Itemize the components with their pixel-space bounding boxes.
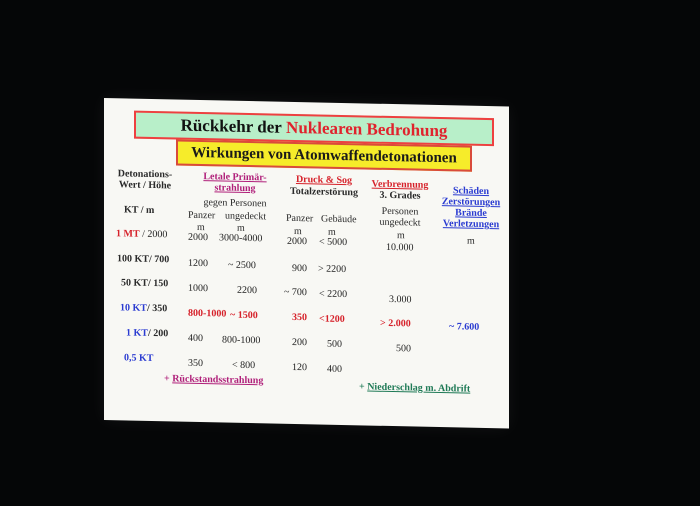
- header-druck-sub: Totalzerstörung: [290, 185, 358, 199]
- slide-subtitle: Wirkungen von Atomwaffendetonationen: [176, 140, 472, 172]
- footer-rueckstandsstrahlung: + Rückstandsstrahlung: [164, 373, 264, 387]
- unit-m-letale-ungedeckt: m: [237, 222, 245, 234]
- row-1kt-label: 1 KT/ 200: [126, 327, 169, 340]
- header-detonation: Detonations- Wert / Höhe: [117, 168, 173, 192]
- row-50kt-verbrennung: 3.000: [389, 293, 412, 306]
- row-1mt-label: 1 MT / 2000: [116, 228, 168, 241]
- row-10kt-label: 10 KT/ 350: [120, 302, 168, 315]
- row-1kt-letale-ungedeckt: 800-1000: [222, 334, 261, 347]
- row-1mt-verbrennung: 10.000: [386, 241, 414, 254]
- row-10kt-druck-gebaeude: <1200: [319, 313, 345, 326]
- row-1mt-letale-panzer: 2000: [188, 231, 208, 244]
- header-druck: Druck & Sog: [295, 174, 353, 187]
- row-50kt-label: 50 KT/ 150: [121, 277, 169, 290]
- row-100kt-druck-gebaeude: > 2200: [318, 263, 347, 276]
- row-1kt-druck-gebaeude: 500: [327, 338, 342, 350]
- row-50kt-letale-panzer: 1000: [188, 282, 208, 295]
- unit-m-letale-panzer: m: [197, 221, 205, 234]
- unit-m-verbrennung: m: [397, 230, 405, 242]
- row-05kt-letale-ungedeckt: < 800: [232, 359, 256, 372]
- unit-m-druck-panzer: m: [294, 225, 302, 238]
- row-50kt-druck-gebaeude: < 2200: [319, 288, 348, 301]
- unit-m-schaeden: m: [467, 235, 475, 247]
- row-1mt-druck-gebaeude: < 5000: [319, 236, 348, 249]
- row-05kt-letale-panzer: 350: [188, 357, 203, 370]
- header-letale: Letale Primär- strahlung: [203, 171, 267, 195]
- projected-slide: [104, 98, 509, 428]
- header-verbrennung-sub: Personen ungedeckt: [379, 205, 421, 229]
- row-05kt-druck-gebaeude: 400: [327, 363, 342, 375]
- header-druck-gebaeude: Gebäude: [321, 213, 357, 226]
- row-1kt-druck-panzer: 200: [292, 336, 307, 349]
- row-10kt-letale-ungedeckt: ~ 1500: [230, 309, 258, 322]
- unit-m-druck-gebaeude: m: [328, 226, 336, 238]
- unit-kt-m: KT / m: [124, 204, 155, 217]
- header-letale-ungedeckt: ungedeckt: [225, 210, 267, 223]
- title-part-2: Nuklearen Bedrohung: [286, 117, 448, 141]
- row-100kt-label: 100 KT/ 700: [117, 253, 170, 266]
- header-schaeden: Schäden Zerstörungen Brände Verletzungen: [441, 185, 501, 231]
- row-50kt-druck-panzer: ~ 700: [284, 286, 307, 299]
- row-100kt-letale-ungedeckt: ~ 2500: [228, 259, 256, 272]
- row-1kt-letale-panzer: 400: [188, 332, 203, 345]
- row-10kt-verbrennung: > 2.000: [380, 317, 411, 330]
- row-1mt-druck-panzer: 2000: [287, 235, 307, 248]
- row-100kt-letale-panzer: 1200: [188, 257, 208, 270]
- header-druck-panzer: Panzer: [286, 212, 314, 225]
- row-05kt-druck-panzer: 120: [292, 361, 307, 374]
- row-1kt-verbrennung: 500: [396, 343, 411, 355]
- header-letale-panzer: Panzer: [188, 209, 216, 222]
- row-1mt-letale-ungedeckt: 3000-4000: [219, 232, 263, 245]
- row-05kt-label: 0,5 KT: [124, 352, 154, 365]
- row-10kt-schaeden: ~ 7.600: [449, 321, 480, 333]
- row-10kt-letale-panzer: 800-1000: [188, 307, 227, 320]
- header-verbrennung: Verbrennung 3. Grades: [371, 178, 429, 202]
- row-100kt-druck-panzer: 900: [292, 262, 307, 275]
- row-50kt-letale-ungedeckt: 2200: [237, 284, 257, 297]
- title-part-1: Rückkehr der: [180, 115, 282, 137]
- header-letale-sub: gegen Personen: [203, 197, 267, 210]
- row-10kt-druck-panzer: 350: [292, 311, 307, 324]
- footer-niederschlag: + Niederschlag m. Abdrift: [359, 381, 471, 395]
